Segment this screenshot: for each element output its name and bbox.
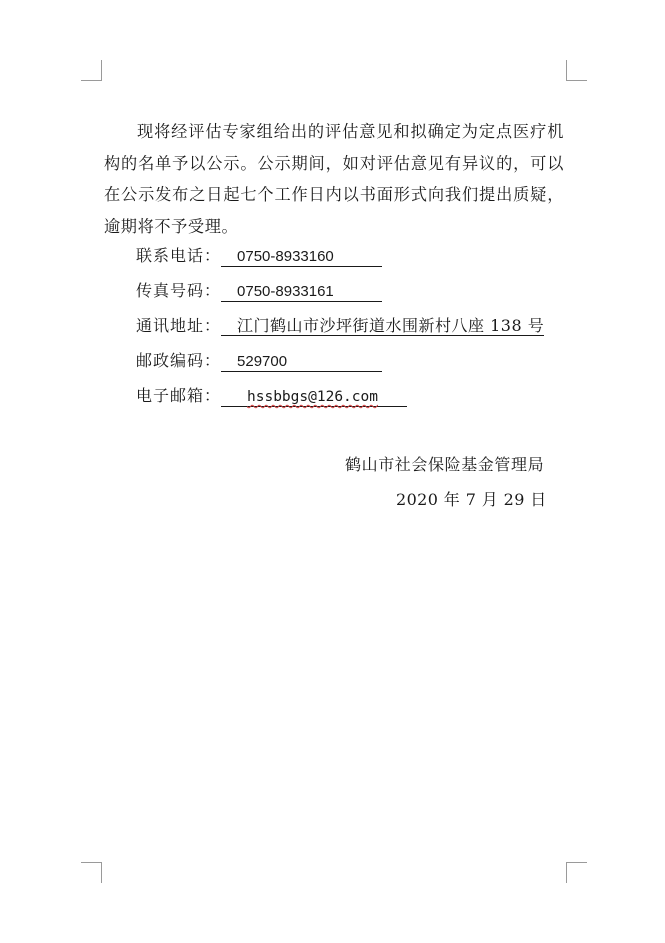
corner-mark-top-left	[101, 60, 102, 81]
corner-mark-top-left	[81, 80, 102, 81]
email-value[interactable]	[221, 388, 407, 407]
notice-paragraph: 现将经评估专家组给出的评估意见和拟确定为定点医疗机构的名单予以公示。公示期间，如对评估意见有异议的，可以在公示发布之日起七个工作日内以书面形式向我们提出质疑，逾期将不予受理。	[104, 122, 564, 236]
phone-label: 联系电话：	[136, 246, 222, 265]
contact-address-row	[136, 315, 576, 337]
corner-mark-bottom-left	[81, 862, 102, 863]
contact-email-row	[136, 385, 576, 407]
postcode-label: 邮政编码：	[136, 351, 222, 370]
contact-postcode-row	[136, 350, 576, 372]
address-value: 江门鹤山市沙坪街道水围新村八座 138 号	[221, 317, 544, 336]
corner-mark-top-right	[566, 60, 567, 81]
email-label: 电子邮箱：	[136, 386, 222, 405]
corner-mark-bottom-right	[566, 862, 567, 883]
email-link[interactable]: hssbbgs@126.com	[247, 389, 378, 405]
issuing-organization: 鹤山市社会保险基金管理局	[345, 455, 545, 474]
corner-mark-top-right	[566, 80, 587, 81]
issue-date: 2020 年 7 月 29 日	[396, 490, 547, 509]
corner-mark-bottom-right	[566, 862, 587, 863]
contact-phone-row	[136, 245, 576, 267]
contact-fax-row	[136, 280, 576, 302]
phone-value: 0750-8933160	[221, 248, 382, 267]
fax-label: 传真号码：	[136, 281, 222, 300]
fax-value: 0750-8933161	[221, 283, 382, 302]
postcode-value: 529700	[221, 353, 382, 372]
corner-mark-bottom-left	[101, 862, 102, 883]
address-label: 通讯地址：	[136, 316, 222, 335]
